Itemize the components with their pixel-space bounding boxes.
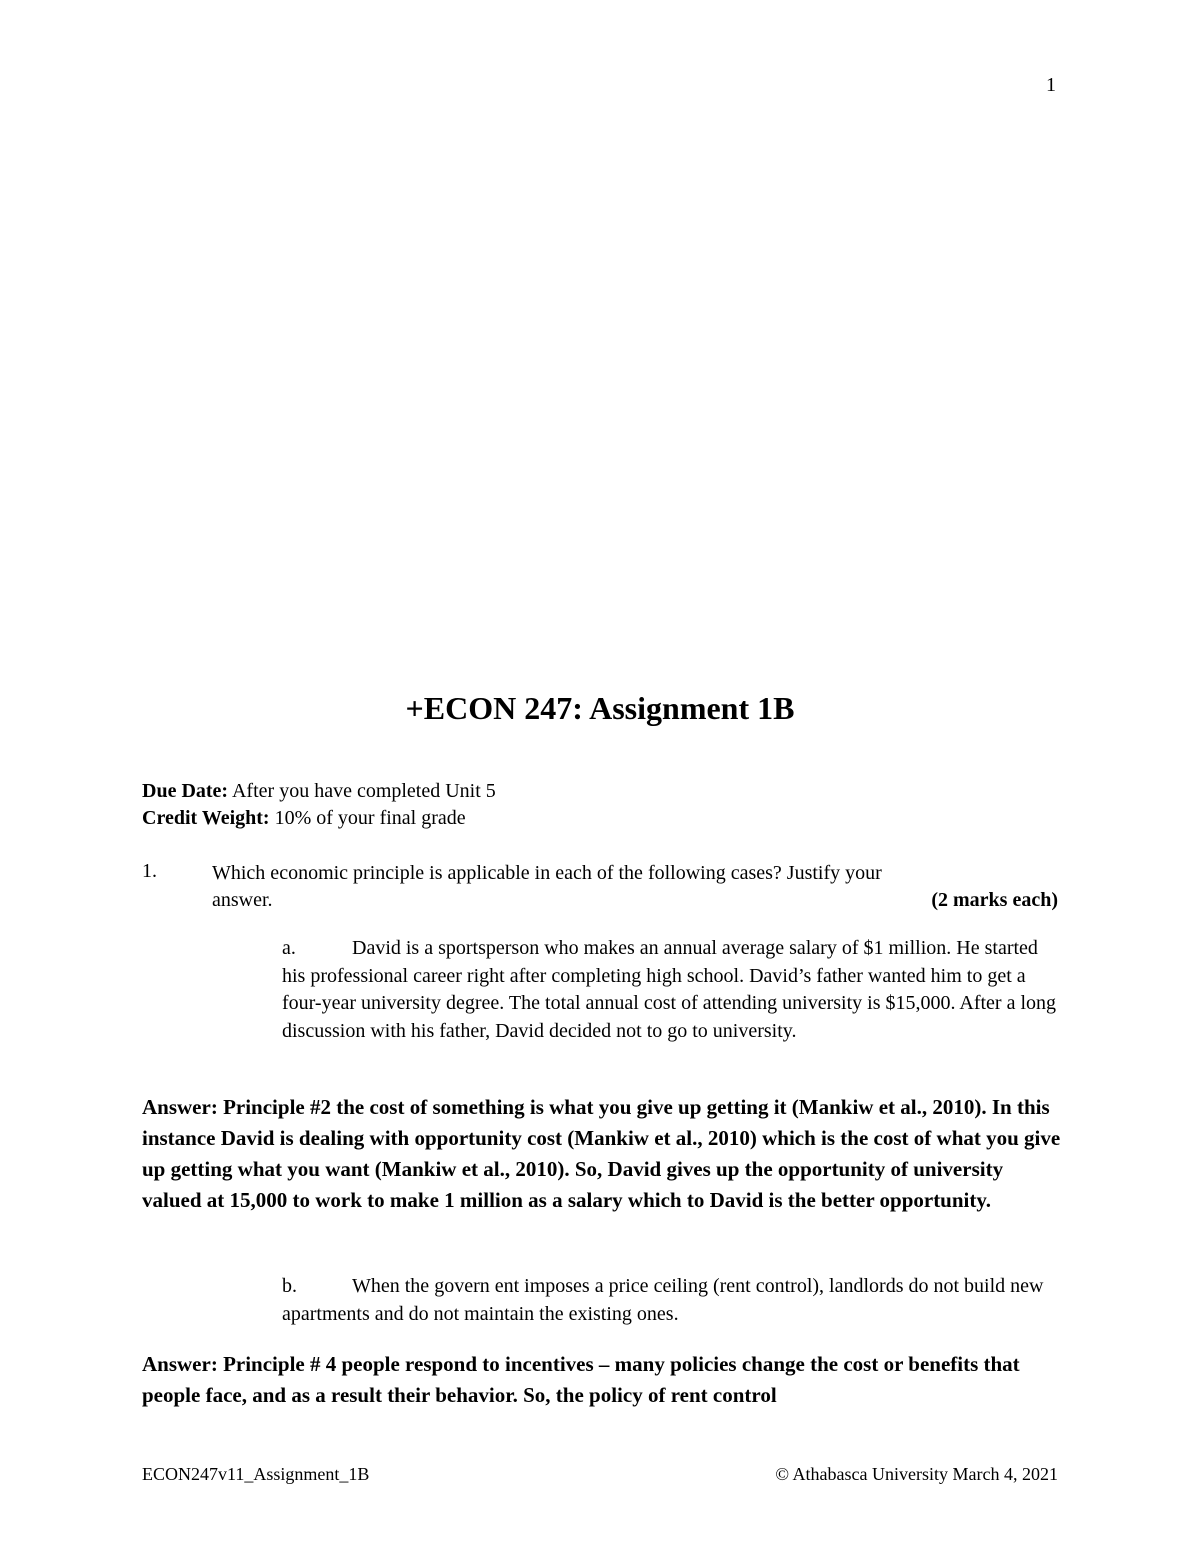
part-a-letter: a. <box>282 937 296 959</box>
question-marks: (2 marks each) <box>931 889 1058 911</box>
question-line-2 <box>212 887 1058 914</box>
answer-a: Answer: Principle #2 the cost of something is what you give up getting it (Mankiw et al., 2010). In this instance David is dealing with opportunity cost (Mankiw et al., 2010) which is the cost of what you give up getting what you want (Mankiw et al., 2010). So, David gives up the opportunity of university valued at 15,000 to work to make 1 million as a salary which to David is the better opportunity. <box>142 1095 1061 1212</box>
page-number: 1 <box>1046 74 1056 96</box>
footer-copyright: © Athabasca University March 4, 2021 <box>775 1464 1058 1484</box>
due-date-value: After you have completed Unit 5 <box>228 780 496 802</box>
question-line-2-text: answer. <box>212 889 273 911</box>
question-number: 1. <box>142 860 157 882</box>
part-a-text: David is a sportsperson who makes an annual average salary of $1 million. He started his professional career right after completing high school. David’s father wanted him to get a four-year university degree. The total annual cost of attending university is $15,000. After a long discussion with his father, David decided not to go to university. <box>282 937 1057 1042</box>
question-text <box>212 860 1058 914</box>
credit-weight-label: Credit Weight: <box>142 807 270 829</box>
due-date-line <box>142 780 496 803</box>
answer-b: Answer: Principle # 4 people respond to incentives – many policies change the cost or benefits that people face, and as a result their behavior. So, the policy of rent control <box>142 1352 1020 1407</box>
footer-document-id: ECON247v11_Assignment_1B <box>142 1464 370 1484</box>
part-b <box>282 1273 1060 1328</box>
part-a <box>282 935 1060 1045</box>
credit-weight-line <box>142 807 466 830</box>
question-line-1: Which economic principle is applicable in each of the following cases? Justify your <box>212 862 882 884</box>
due-date-label: Due Date: <box>142 780 229 802</box>
part-b-letter: b. <box>282 1275 297 1297</box>
document-title: +ECON 247: Assignment 1B <box>405 690 795 726</box>
credit-weight-value: 10% of your final grade <box>269 807 466 829</box>
part-b-text: When the govern ent imposes a price ceiling (rent control), landlords do not build new apartments and do not maintain the existing ones. <box>282 1275 1044 1325</box>
